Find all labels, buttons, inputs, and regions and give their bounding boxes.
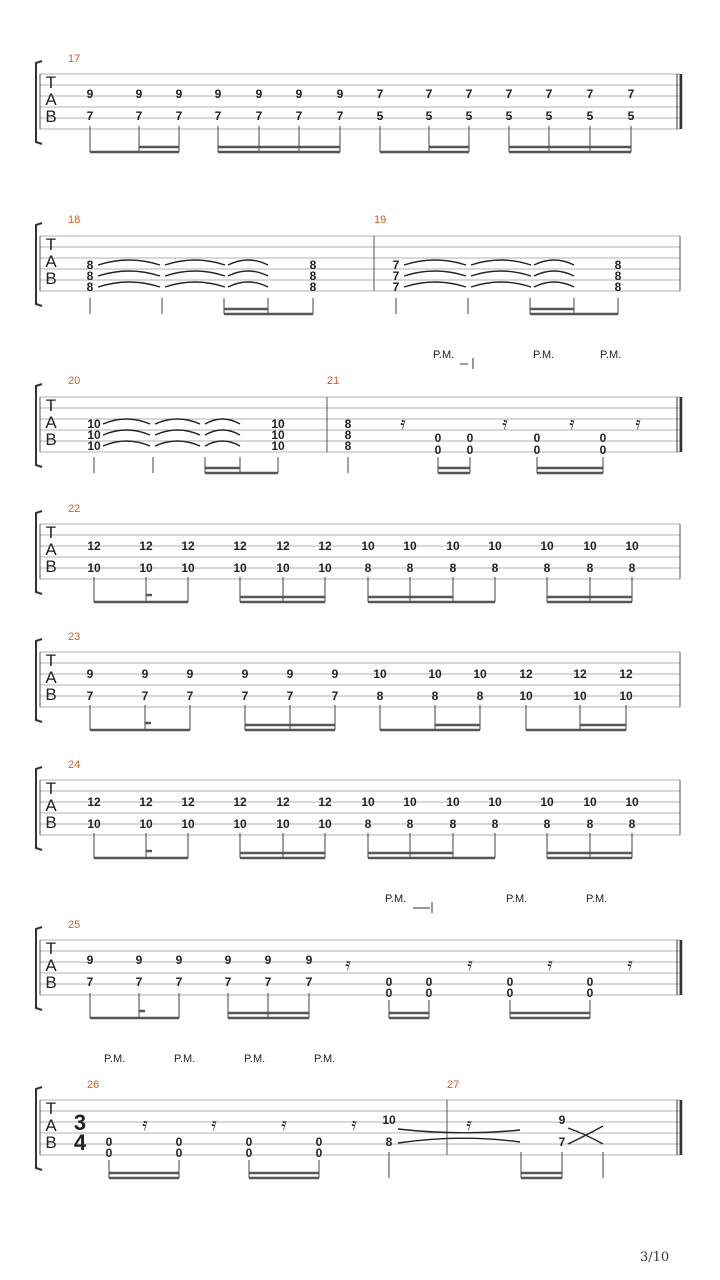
tie-arc <box>534 260 574 265</box>
measure-number: 21 <box>327 375 340 387</box>
fret-number: 8 <box>364 561 372 575</box>
fret-number: 7 <box>465 87 473 101</box>
page-number: 3/10 <box>640 1250 670 1265</box>
fret-number: 10 <box>233 817 247 831</box>
palm-mute-label: P.M. <box>533 349 555 361</box>
palm-mute-label: P.M. <box>314 1053 336 1065</box>
fret-number: 10 <box>382 1113 396 1127</box>
palm-mute-label: P.M. <box>104 1053 126 1065</box>
fret-number: 8 <box>586 817 594 831</box>
tab-clef-t: T <box>45 396 57 415</box>
sixteenth-rest: 𝄿 <box>547 954 553 974</box>
fret-number: 0 <box>385 975 393 989</box>
fret-number: 7 <box>627 87 635 101</box>
fret-number: 7 <box>175 975 183 989</box>
fret-number: 5 <box>465 109 473 123</box>
fret-number: 9 <box>558 1113 566 1127</box>
fret-number: 8 <box>491 561 499 575</box>
sixteenth-rest: 𝄿 <box>467 954 473 974</box>
system-bracket <box>36 767 42 850</box>
tab-clef-t: T <box>45 73 57 92</box>
systems-layer <box>36 53 681 1178</box>
fret-number: 8 <box>543 561 551 575</box>
fret-number: 0 <box>506 975 514 989</box>
fret-number: 7 <box>264 975 272 989</box>
fret-number: 7 <box>586 87 594 101</box>
tie-arc <box>228 282 268 287</box>
fret-number: 10 <box>473 667 487 681</box>
fret-number: 0 <box>466 431 474 445</box>
fret-number: 8 <box>385 1135 393 1149</box>
fret-number: 10 <box>519 689 533 703</box>
fret-number: 10 <box>361 539 375 553</box>
fret-number: 8 <box>344 417 352 431</box>
tie-arc <box>155 419 200 424</box>
tab-clef-b: B <box>45 1133 57 1152</box>
tie-arc <box>205 430 240 435</box>
fret-number: 7 <box>86 975 94 989</box>
fret-number: 7 <box>86 689 94 703</box>
tab-clef-a: A <box>45 668 57 687</box>
tab-clef-b: B <box>45 685 57 704</box>
fret-number: 10 <box>318 817 332 831</box>
fret-number: 12 <box>318 795 332 809</box>
fret-number: 9 <box>175 87 183 101</box>
tab-clef-a: A <box>45 413 57 432</box>
fret-number: 10 <box>139 561 153 575</box>
fret-number: 8 <box>344 428 352 442</box>
fret-number: 8 <box>309 258 317 272</box>
fret-number: 10 <box>87 817 101 831</box>
sixteenth-rest: 𝄿 <box>466 1114 472 1134</box>
tie-arc <box>404 260 466 265</box>
palm-mute-label: P.M. <box>586 893 608 905</box>
tie-arc <box>155 430 200 435</box>
fret-number: 8 <box>364 817 372 831</box>
fret-number: 7 <box>392 258 400 272</box>
fret-number: 10 <box>181 561 195 575</box>
fret-number: 7 <box>141 689 149 703</box>
fret-number: 9 <box>305 953 313 967</box>
measure-number: 18 <box>68 214 81 226</box>
fret-number: 10 <box>87 428 101 442</box>
fret-number: 12 <box>318 539 332 553</box>
fret-number: 10 <box>87 439 101 453</box>
fret-number: 12 <box>233 795 247 809</box>
fret-number: 7 <box>295 109 303 123</box>
fret-number: 12 <box>519 667 533 681</box>
fret-number: 0 <box>586 986 594 1000</box>
tie-arc <box>398 1138 520 1143</box>
fret-number: 10 <box>446 539 460 553</box>
fret-number: 10 <box>271 439 285 453</box>
fret-number: 8 <box>543 817 551 831</box>
fret-number: 12 <box>276 539 290 553</box>
tie-arc <box>165 260 225 265</box>
fret-number: 10 <box>87 561 101 575</box>
fret-number: 5 <box>627 109 635 123</box>
fret-number: 9 <box>331 667 339 681</box>
fret-number: 0 <box>245 1146 253 1160</box>
fret-number: 12 <box>139 539 153 553</box>
tie-arc <box>404 271 466 276</box>
fret-number: 9 <box>264 953 272 967</box>
sixteenth-rest: 𝄿 <box>627 954 633 974</box>
time-signature-bottom: 4 <box>73 1130 87 1155</box>
fret-number: 0 <box>245 1135 253 1149</box>
fret-number: 10 <box>573 689 587 703</box>
fret-number: 9 <box>141 667 149 681</box>
fret-number: 7 <box>425 87 433 101</box>
fret-number: 0 <box>105 1146 113 1160</box>
fret-number: 7 <box>255 109 263 123</box>
measure-number: 17 <box>68 53 81 65</box>
tab-clef-b: B <box>45 107 57 126</box>
measure-number: 22 <box>68 503 81 515</box>
fret-number: 0 <box>175 1135 183 1149</box>
fret-number: 10 <box>625 795 639 809</box>
fret-number: 7 <box>392 269 400 283</box>
tie-arc <box>98 271 160 276</box>
fret-number: 9 <box>241 667 249 681</box>
fret-number: 10 <box>446 795 460 809</box>
fret-number: 10 <box>583 795 597 809</box>
fret-number: 9 <box>175 953 183 967</box>
fret-number: 10 <box>403 539 417 553</box>
system-bracket <box>36 511 42 594</box>
fret-number: 9 <box>214 87 222 101</box>
fret-number: 10 <box>403 795 417 809</box>
tie-arc <box>471 260 531 265</box>
fret-number: 7 <box>331 689 339 703</box>
tie-arc <box>534 271 574 276</box>
tie-arc <box>471 282 531 287</box>
measure-number: 23 <box>68 631 81 643</box>
tie-arc <box>398 1129 520 1133</box>
tab-clef-a: A <box>45 796 57 815</box>
tab-clef-t: T <box>45 235 57 254</box>
sixteenth-rest: 𝄿 <box>142 1114 148 1134</box>
fret-number: 0 <box>385 986 393 1000</box>
measure-number: 26 <box>87 1079 100 1091</box>
fret-number: 9 <box>86 953 94 967</box>
fret-number: 9 <box>295 87 303 101</box>
tie-arc <box>228 271 268 276</box>
fret-number: 8 <box>406 817 414 831</box>
fret-number: 0 <box>105 1135 113 1149</box>
fret-number: 0 <box>434 443 442 457</box>
fret-number: 10 <box>233 561 247 575</box>
fret-number: 10 <box>271 417 285 431</box>
measure-number: 24 <box>68 759 81 771</box>
fret-number: 9 <box>86 87 94 101</box>
fret-number: 10 <box>318 561 332 575</box>
system-bracket <box>36 927 42 1010</box>
fret-number: 7 <box>545 87 553 101</box>
fret-number: 7 <box>186 689 194 703</box>
tie-arc <box>98 282 160 287</box>
fret-number: 10 <box>583 539 597 553</box>
fret-number: 0 <box>533 443 541 457</box>
fret-number: 0 <box>599 443 607 457</box>
fret-number: 10 <box>139 817 153 831</box>
fret-number: 8 <box>431 689 439 703</box>
fret-number: 8 <box>614 269 622 283</box>
fret-number: 5 <box>505 109 513 123</box>
tab-clef-t: T <box>45 939 57 958</box>
fret-number: 10 <box>361 795 375 809</box>
palm-mute-label: P.M. <box>433 349 455 361</box>
fret-number: 8 <box>628 817 636 831</box>
fret-number: 7 <box>135 109 143 123</box>
fret-number: 10 <box>87 417 101 431</box>
palm-mute-label: P.M. <box>385 893 407 905</box>
fret-number: 8 <box>491 817 499 831</box>
fret-number: 10 <box>373 667 387 681</box>
fret-number: 9 <box>86 667 94 681</box>
measure-number: 27 <box>447 1079 460 1091</box>
fret-number: 0 <box>315 1135 323 1149</box>
sixteenth-rest: 𝄿 <box>211 1114 217 1134</box>
fret-number: 8 <box>406 561 414 575</box>
fret-number: 10 <box>625 539 639 553</box>
fret-number: 12 <box>139 795 153 809</box>
sixteenth-rest: 𝄿 <box>635 413 641 433</box>
tie-arc <box>103 441 150 446</box>
fret-number: 10 <box>428 667 442 681</box>
fret-number: 0 <box>533 431 541 445</box>
fret-number: 5 <box>586 109 594 123</box>
fret-number: 7 <box>86 109 94 123</box>
fret-number: 9 <box>135 953 143 967</box>
fret-number: 0 <box>586 975 594 989</box>
measure-number: 25 <box>68 919 81 931</box>
fret-number: 5 <box>376 109 384 123</box>
fret-number: 12 <box>276 795 290 809</box>
fret-number: 8 <box>628 561 636 575</box>
fret-number: 7 <box>135 975 143 989</box>
palm-mute-label: P.M. <box>600 349 622 361</box>
fret-number: 9 <box>255 87 263 101</box>
palm-mute-label: P.M. <box>244 1053 266 1065</box>
tie-arc <box>471 271 531 276</box>
fret-number: 12 <box>181 795 195 809</box>
fret-number: 8 <box>614 258 622 272</box>
fret-number: 0 <box>599 431 607 445</box>
tie-arc <box>205 441 240 446</box>
fret-number: 12 <box>573 667 587 681</box>
sixteenth-rest: 𝄿 <box>569 413 575 433</box>
tab-clef-a: A <box>45 956 57 975</box>
system-bracket <box>36 223 42 306</box>
tab-clef-a: A <box>45 1116 57 1135</box>
fret-number: 10 <box>540 795 554 809</box>
tie-arc <box>155 441 200 446</box>
fret-number: 8 <box>586 561 594 575</box>
palm-mute-label: P.M. <box>174 1053 196 1065</box>
fret-number: 9 <box>336 87 344 101</box>
sixteenth-rest: 𝄿 <box>281 1114 287 1134</box>
fret-number: 8 <box>614 280 622 294</box>
fret-number: 12 <box>87 539 101 553</box>
tab-clef-a: A <box>45 540 57 559</box>
fret-number: 10 <box>181 817 195 831</box>
fret-number: 10 <box>488 795 502 809</box>
tab-clef-t: T <box>45 1099 57 1118</box>
fret-number: 8 <box>86 258 94 272</box>
tie-arc <box>404 282 466 287</box>
fret-number: 0 <box>466 443 474 457</box>
fret-number: 0 <box>315 1146 323 1160</box>
fret-number: 8 <box>309 269 317 283</box>
tie-arc <box>103 430 150 435</box>
fret-number: 5 <box>545 109 553 123</box>
fret-number: 7 <box>558 1135 566 1149</box>
fret-number: 7 <box>376 87 384 101</box>
fret-number: 12 <box>181 539 195 553</box>
fret-number: 7 <box>286 689 294 703</box>
fret-number: 7 <box>305 975 313 989</box>
fret-number: 0 <box>175 1146 183 1160</box>
fret-number: 10 <box>276 561 290 575</box>
tab-clef-b: B <box>45 269 57 288</box>
measure-number: 20 <box>68 375 81 387</box>
fret-number: 12 <box>87 795 101 809</box>
fret-number: 7 <box>336 109 344 123</box>
sixteenth-rest: 𝄿 <box>351 1114 357 1134</box>
fret-number: 0 <box>434 431 442 445</box>
system-bracket <box>36 639 42 722</box>
fret-number: 7 <box>214 109 222 123</box>
fret-number: 8 <box>476 689 484 703</box>
fret-number: 10 <box>619 689 633 703</box>
sixteenth-rest: 𝄿 <box>345 954 351 974</box>
tab-clef-a: A <box>45 90 57 109</box>
fret-number: 8 <box>309 280 317 294</box>
tab-clef-b: B <box>45 557 57 576</box>
fret-number: 7 <box>224 975 232 989</box>
fret-number: 9 <box>135 87 143 101</box>
fret-number: 7 <box>392 280 400 294</box>
tab-clef-t: T <box>45 523 57 542</box>
system-bracket <box>36 61 42 144</box>
tab-clef-t: T <box>45 779 57 798</box>
fret-number: 7 <box>505 87 513 101</box>
fret-number: 10 <box>271 428 285 442</box>
fret-number: 9 <box>186 667 194 681</box>
tab-clef-b: B <box>45 430 57 449</box>
fret-number: 10 <box>540 539 554 553</box>
tie-arc <box>165 271 225 276</box>
fret-number: 8 <box>344 439 352 453</box>
tie-arc <box>228 260 268 265</box>
tie-arc <box>534 282 574 287</box>
tie-arc <box>165 282 225 287</box>
fret-number: 8 <box>86 280 94 294</box>
sixteenth-rest: 𝄿 <box>502 413 508 433</box>
sixteenth-rest: 𝄿 <box>400 413 406 433</box>
tie-arc <box>205 419 240 424</box>
fret-number: 10 <box>488 539 502 553</box>
fret-number: 0 <box>506 986 514 1000</box>
tie-arc <box>98 260 160 265</box>
fret-number: 8 <box>449 561 457 575</box>
system-bracket <box>36 1087 42 1170</box>
tab-clef-b: B <box>45 973 57 992</box>
tab-clef-t: T <box>45 651 57 670</box>
palm-mute-label: P.M. <box>506 893 528 905</box>
fret-number: 9 <box>224 953 232 967</box>
fret-number: 8 <box>449 817 457 831</box>
fret-number: 10 <box>276 817 290 831</box>
fret-number: 5 <box>425 109 433 123</box>
fret-number: 12 <box>619 667 633 681</box>
fret-number: 9 <box>286 667 294 681</box>
fret-number: 0 <box>425 975 433 989</box>
fret-number: 0 <box>425 986 433 1000</box>
fret-number: 8 <box>376 689 384 703</box>
measure-number: 19 <box>374 214 387 226</box>
system-bracket <box>36 384 42 467</box>
fret-number: 7 <box>175 109 183 123</box>
fret-number: 7 <box>241 689 249 703</box>
fret-number: 8 <box>86 269 94 283</box>
tab-clef-a: A <box>45 252 57 271</box>
fret-number: 12 <box>233 539 247 553</box>
time-signature-top: 3 <box>73 1110 87 1135</box>
tie-arc <box>103 419 150 424</box>
tab-clef-b: B <box>45 813 57 832</box>
